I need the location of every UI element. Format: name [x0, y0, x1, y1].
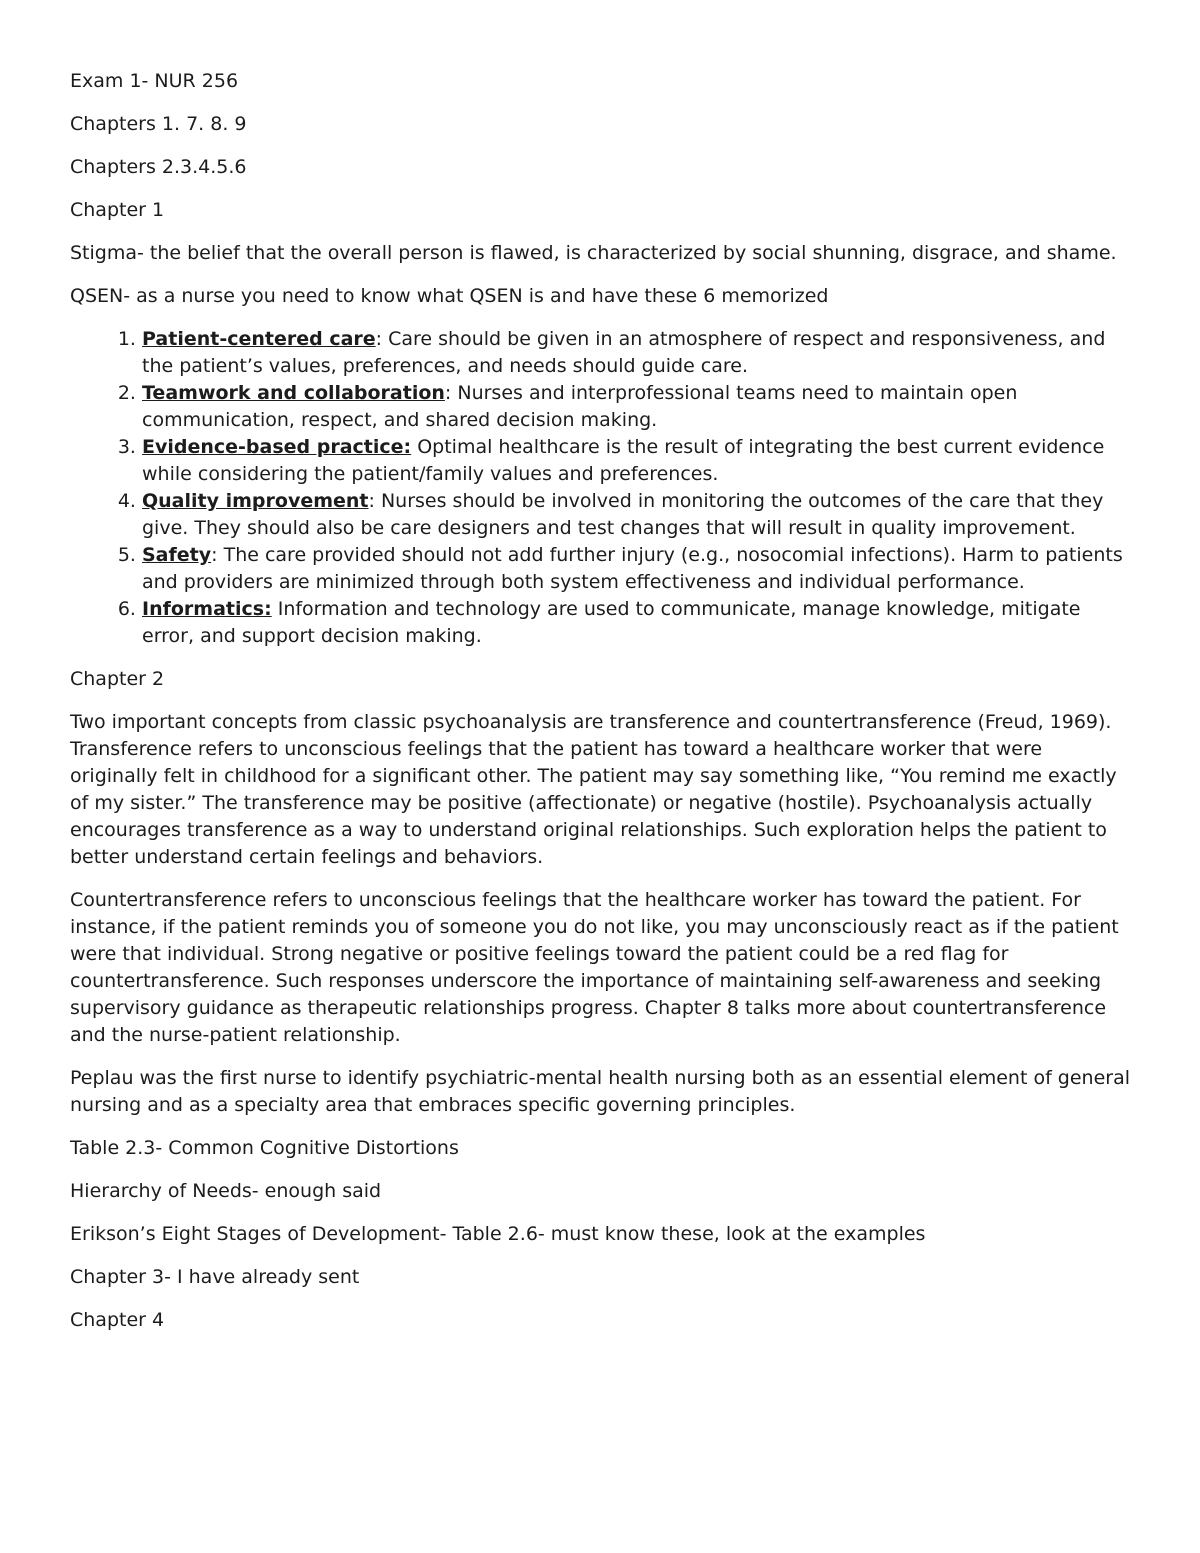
qsen-description: : The care provided should not add further injury (e.g., nosocomial infections). Harm to patients and providers are minimized through both system effectiveness and individual performance. [142, 544, 1123, 593]
document-title: Exam 1- NUR 256 [70, 70, 239, 92]
document-page [70, 68, 1132, 1350]
chapters-line-1: Chapters 1. 7. 8. 9 [70, 113, 247, 135]
qsen-description: : Nurses and interprofessional teams need to maintain open communication, respect, and shared decision making. [142, 382, 1018, 431]
qsen-term: Informatics: [142, 598, 272, 620]
qsen-description: Optimal healthcare is the result of integrating the best current evidence while considering the patient/family values and preferences. [142, 436, 1105, 485]
chapter-2-heading: Chapter 2 [70, 668, 165, 690]
qsen-description: : Care should be given in an atmosphere of respect and responsiveness, and the patient’s values, preferences, and needs should guide care. [142, 328, 1106, 377]
erikson-note: Erikson’s Eight Stages of Development- Table 2.6- must know these, look at the examples [70, 1223, 926, 1245]
qsen-intro: QSEN- as a nurse you need to know what QSEN is and have these 6 memorized [70, 285, 829, 307]
qsen-term: Patient-centered care [142, 328, 376, 350]
qsen-item-patient-centered-care [142, 326, 1132, 380]
table-2-3-note: Table 2.3- Common Cognitive Distortions [70, 1137, 459, 1159]
peplau-paragraph: Peplau was the first nurse to identify psychiatric-mental health nursing both as an essential element of general nursing and as a specialty area that embraces specific governing principles. [70, 1067, 1131, 1116]
transference-paragraph: Two important concepts from classic psychoanalysis are transference and countertransference (Freud, 1969). Transference refers to unconscious feelings that the patient has toward a healthcare worker that were originally felt in childhood for a significant other. The patient may say something like, “You remind me exactly of my sister.” The transference may be positive (affectionate) or negative (hostile). Psychoanalysis actually encourages transference as a way to understand original relationships. Such exploration helps the patient to better understand certain feelings and behaviors. [70, 711, 1117, 868]
qsen-list [70, 326, 1132, 650]
countertransference-paragraph: Countertransference refers to unconscious feelings that the healthcare worker has toward the patient. For instance, if the patient reminds you of someone you do not like, you may unconsciously react as if the patient were that individual. Strong negative or positive feelings toward the patient could be a red flag for countertransference. Such responses underscore the importance of maintaining self-awareness and seeking supervisory guidance as therapeutic relationships progress. Chapter 8 talks more about countertransference and the nurse-patient relationship. [70, 889, 1119, 1046]
qsen-term: Teamwork and collaboration [142, 382, 445, 404]
qsen-item-safety [142, 542, 1132, 596]
qsen-term: Quality improvement [142, 490, 369, 512]
stigma-paragraph: Stigma- the belief that the overall person is flawed, is characterized by social shunning, disgrace, and shame. [70, 242, 1117, 264]
chapter-4-heading: Chapter 4 [70, 1309, 165, 1331]
qsen-item-informatics [142, 596, 1132, 650]
chapter-3-note: Chapter 3- I have already sent [70, 1266, 360, 1288]
qsen-description: Information and technology are used to communicate, manage knowledge, mitigate error, and support decision making. [142, 598, 1081, 647]
hierarchy-note: Hierarchy of Needs- enough said [70, 1180, 382, 1202]
qsen-item-evidence-based-practice [142, 434, 1132, 488]
qsen-term: Evidence-based practice: [142, 436, 412, 458]
qsen-item-teamwork [142, 380, 1132, 434]
chapters-line-2: Chapters 2.3.4.5.6 [70, 156, 247, 178]
chapter-1-heading: Chapter 1 [70, 199, 165, 221]
qsen-description: : Nurses should be involved in monitoring the outcomes of the care that they give. They should also be care designers and test changes that will result in quality improvement. [142, 490, 1104, 539]
qsen-term: Safety [142, 544, 212, 566]
qsen-item-quality-improvement [142, 488, 1132, 542]
